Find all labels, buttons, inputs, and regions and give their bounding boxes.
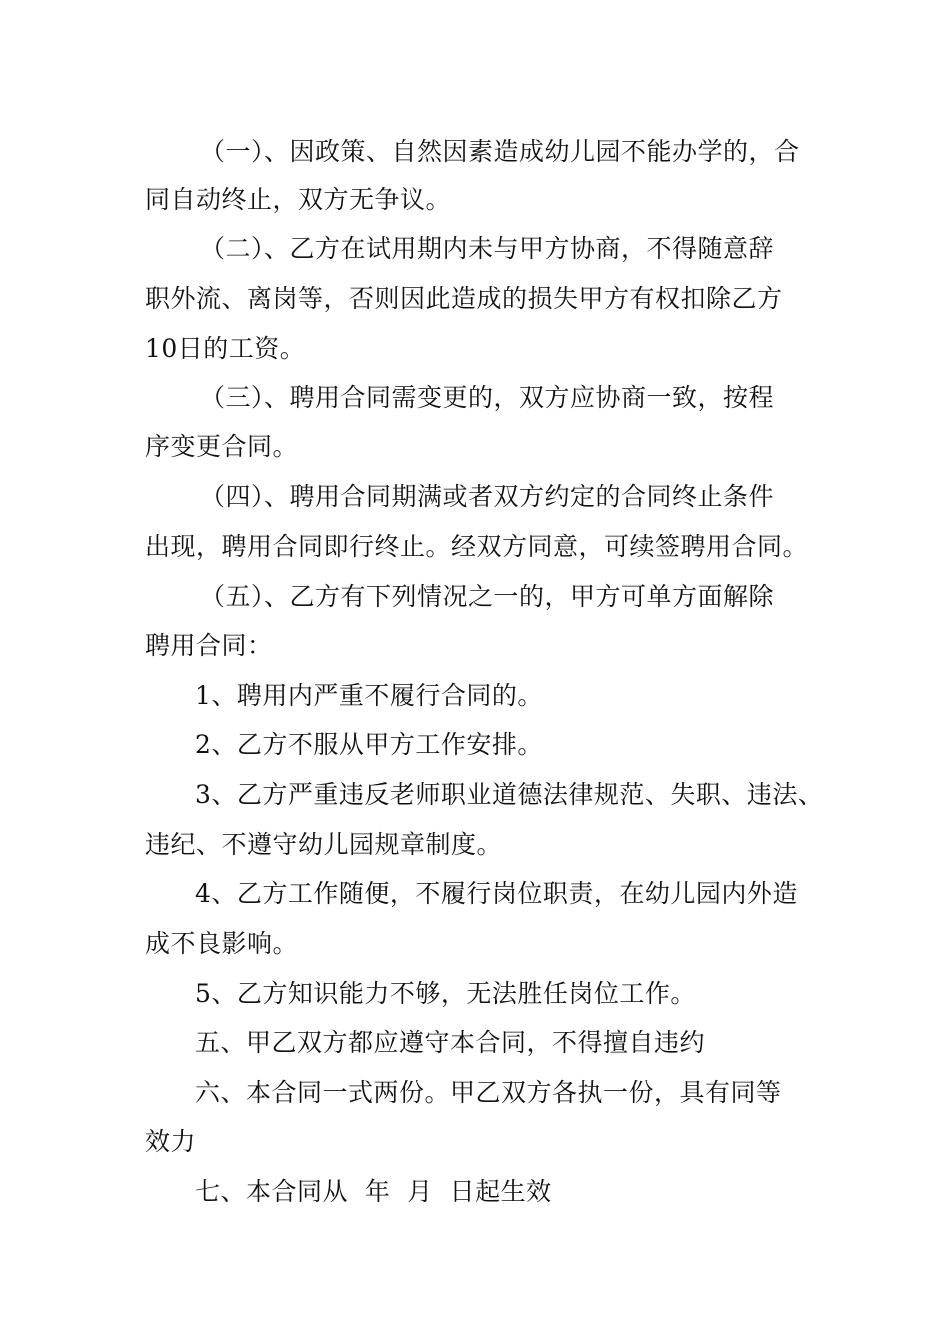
item-4-line-1: 4、乙方工作随便，不履行岗位职责，在幼儿园内外造 — [195, 879, 798, 908]
article-6-line-1: 六、本合同一式两份。甲乙双方各执一份，具有同等 — [195, 1078, 782, 1107]
clause-4-line-1: （四）、聘用合同期满或者双方约定的合同终止条件 — [200, 482, 775, 511]
item-4-line-2: 成不良影响。 — [145, 929, 299, 958]
clause-1-line-1: （一）、因政策、自然因素造成幼儿园不能办学的，合 — [200, 137, 800, 166]
clause-3-line-1: （三）、聘用合同需变更的，双方应协商一致，按程 — [200, 383, 775, 412]
clause-3-line-2: 序变更合同。 — [145, 432, 299, 461]
item-3-line-2: 违纪、不遵守幼儿园规章制度。 — [145, 830, 503, 859]
item-2: 2、乙方不服从甲方工作安排。 — [195, 730, 543, 759]
article-6-line-2: 效力 — [145, 1127, 197, 1156]
article-7: 七、本合同从 年 月 日起生效 — [195, 1177, 552, 1206]
clause-4-line-2: 出现，聘用合同即行终止。经双方同意，可续签聘用合同。 — [145, 532, 809, 561]
item-3-line-1: 3、乙方严重违反老师职业道德法律规范、失职、违法、 — [195, 780, 824, 809]
clause-2-line-2: 职外流、离岗等，否则因此造成的损失甲方有权扣除乙方 — [145, 284, 783, 313]
item-5: 5、乙方知识能力不够，无法胜任岗位工作。 — [195, 979, 696, 1008]
item-1: 1、聘用内严重不履行合同的。 — [195, 681, 543, 710]
clause-5-line-1: （五）、乙方有下列情况之一的，甲方可单方面解除 — [200, 582, 775, 611]
article-5: 五、甲乙双方都应遵守本合同，不得擅自违约 — [195, 1028, 706, 1057]
clause-1-line-2: 同自动终止，双方无争议。 — [145, 185, 452, 214]
clause-2-line-1: （二）、乙方在试用期内未与甲方协商，不得随意辞 — [200, 234, 775, 263]
clause-2-line-3: 10日的工资。 — [145, 334, 306, 363]
clause-5-line-2: 聘用合同： — [145, 631, 273, 660]
